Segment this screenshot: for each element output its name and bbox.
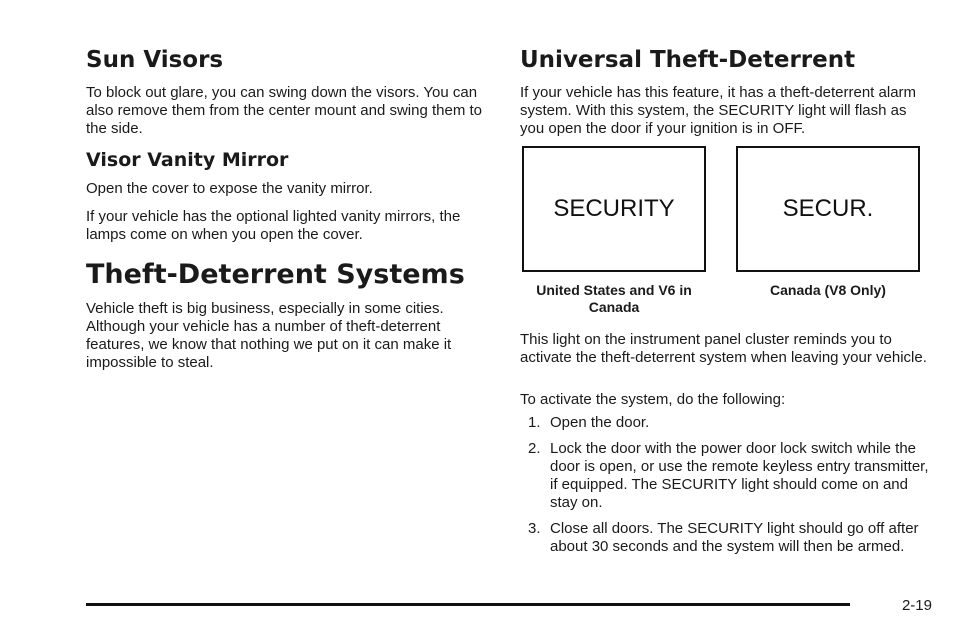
list-item [520,440,932,512]
step-number: 2. [528,440,541,457]
list-item [520,520,932,556]
activation-steps [520,414,932,564]
step-number: 1. [528,414,541,431]
heading-universal-theft-deterrent: Universal Theft-Deterrent [520,47,856,73]
activate-intro: To activate the system, do the following: [520,391,786,408]
page-number: 2-19 [901,597,932,614]
security-light-figure-us [522,146,706,272]
theft-systems-body: Vehicle theft is big business, especially in some cities. Although your vehicle has a number of theft-deterrent features, we know that nothing we put on it can make it impossible to steal. [86,300,452,371]
vanity-mirror-para-2: If your vehicle has the optional lighted vanity mirrors, the lamps come on when you open the cover. [86,208,461,243]
heading-visor-vanity-mirror: Visor Vanity Mirror [86,149,289,171]
heading-sun-visors: Sun Visors [86,47,224,73]
security-light-text: SECURITY [553,195,675,222]
step-text: Lock the door with the power door lock switch while the door is open, or use the remote keyless entry transmitter, if equipped. The SECURITY light should come on and stay on. [550,440,929,511]
footer-rule [86,603,850,606]
vanity-mirror-para-1: Open the cover to expose the vanity mirror. [86,180,373,197]
universal-intro: If your vehicle has this feature, it has a theft-deterrent alarm system. With this system, the SECURITY light will flash as you open the door if your ignition is in OFF. [520,84,917,137]
heading-theft-deterrent-systems: Theft-Deterrent Systems [86,259,465,290]
figure-caption-canada: Canada (V8 Only) [770,282,886,298]
sun-visors-body: To block out glare, you can swing down the visors. You can also remove them from the center mount and swing them to the side. [86,84,483,137]
security-light-text: SECUR. [782,195,874,222]
figure-caption-us: United States and V6 in Canada [536,282,692,315]
security-light-figure-canada [736,146,920,272]
step-number: 3. [528,520,541,537]
list-item [520,414,932,432]
reminder-paragraph: This light on the instrument panel cluster reminds you to activate the theft-deterrent system when leaving your vehicle. [520,331,927,366]
step-text: Close all doors. The SECURITY light should go off after about 30 seconds and the system will then be armed. [550,520,919,555]
step-text: Open the door. [550,414,650,431]
